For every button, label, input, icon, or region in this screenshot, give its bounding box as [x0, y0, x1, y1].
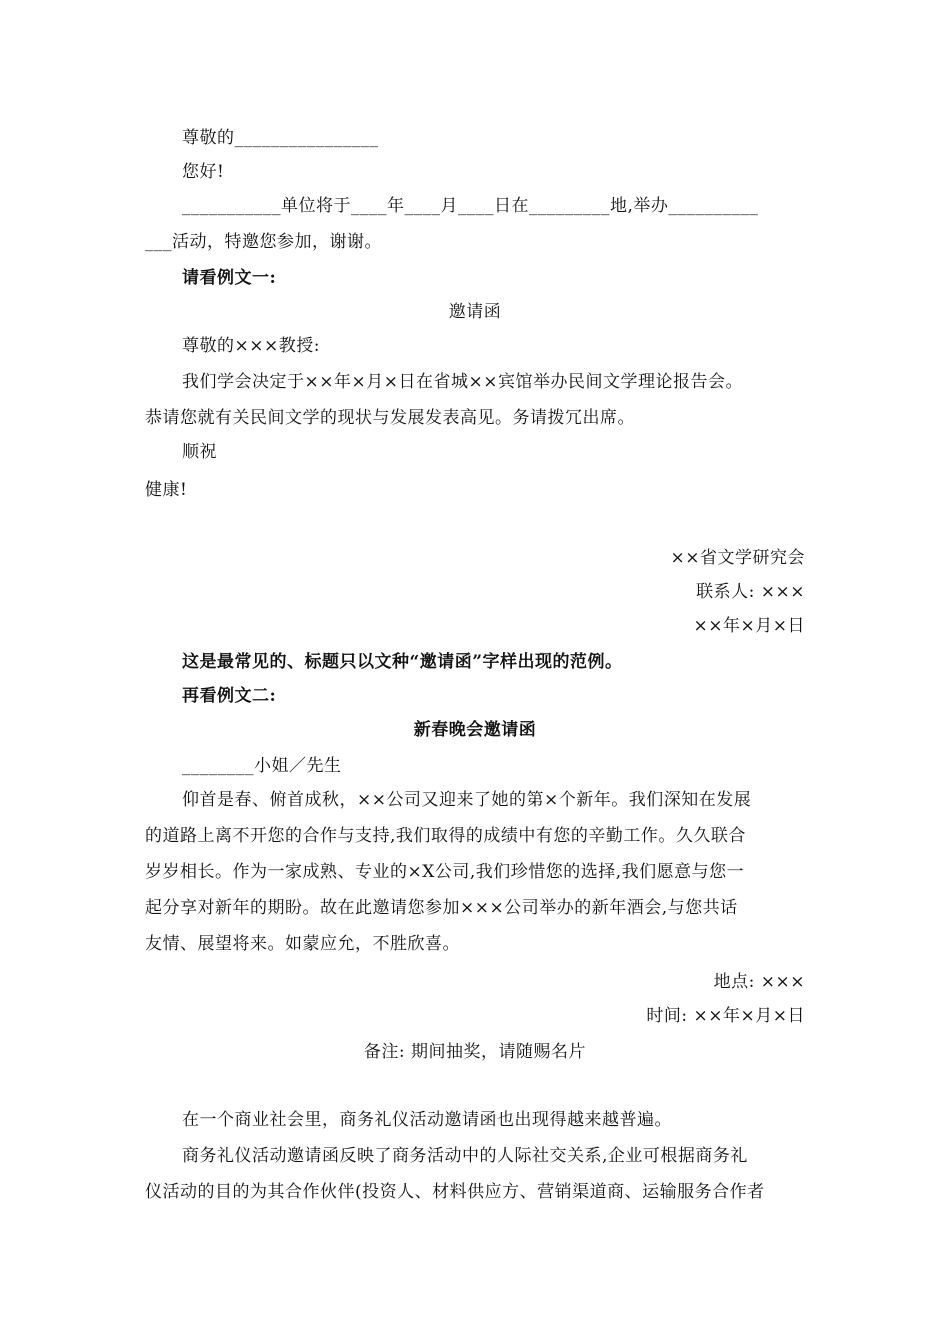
example2-body-line-4: 起分享对新年的期盼。故在此邀请您参加×××公司举办的新年酒会,与您共话	[145, 898, 738, 918]
template-body-line-2: ___活动，特邀您参加，谢谢。	[145, 232, 382, 252]
example2-body-line-1: 仰首是春、俯首成秋，××公司又迎来了她的第×个新年。我们深知在发展	[182, 790, 752, 810]
example1-sender: ××省文学研究会	[670, 548, 805, 568]
example1-note: 这是最常见的、标题只以文种“邀请函”字样出现的范例。	[182, 652, 623, 672]
template-salutation: 尊敬的________________	[182, 128, 379, 148]
example1-closing-1: 顺祝	[182, 442, 217, 462]
example2-remark: 备注: 期间抽奖，请随赐名片	[363, 1042, 587, 1062]
example2-salutation: ________小姐／先生	[182, 756, 342, 776]
closing-paragraph-2-line-1: 商务礼仪活动邀请函反映了商务活动中的人际社交关系,企业可根据商务礼	[182, 1146, 748, 1166]
example2-heading: 再看例文二:	[182, 686, 277, 706]
example2-body-line-5: 友情、展望将来。如蒙应允，不胜欣喜。	[145, 934, 460, 954]
template-greeting: 您好!	[182, 162, 225, 182]
example1-body-line-1: 我们学会决定于××年×月×日在省城××宾馆举办民间文学理论报告会。	[182, 372, 743, 392]
example2-title: 新春晚会邀请函	[413, 720, 537, 740]
example1-body-line-2: 恭请您就有关民间文学的现状与发展发表高见。务请拨冗出席。	[145, 408, 635, 428]
closing-paragraph-2-line-2: 仪活动的目的为其合作伙伴(投资人、材料供应方、营销渠道商、运输服务合作者	[145, 1182, 765, 1202]
example1-closing-2: 健康!	[145, 480, 188, 500]
example1-heading: 请看例文一:	[182, 268, 277, 288]
example1-date: ××年×月×日	[693, 616, 805, 636]
example1-salutation: 尊敬的×××教授:	[182, 336, 320, 356]
example2-time: 时间: ××年×月×日	[646, 1006, 805, 1026]
example2-location: 地点: ×××	[713, 972, 805, 992]
example1-contact: 联系人: ×××	[696, 582, 805, 602]
example2-body-line-3: 岁岁相长。作为一家成熟、专业的×X公司,我们珍惜您的选择,我们愿意与您一	[145, 862, 745, 882]
closing-paragraph-1: 在一个商业社会里，商务礼仪活动邀请函也出现得越来越普遍。	[182, 1110, 672, 1130]
example2-body-line-2: 的道路上离不开您的合作与支持,我们取得的成绩中有您的辛勤工作。久久联合	[145, 826, 746, 846]
example1-title: 邀请函	[448, 302, 502, 322]
template-body-line-1: ___________单位将于____年____月____日在_________地,举办__________	[182, 196, 759, 216]
